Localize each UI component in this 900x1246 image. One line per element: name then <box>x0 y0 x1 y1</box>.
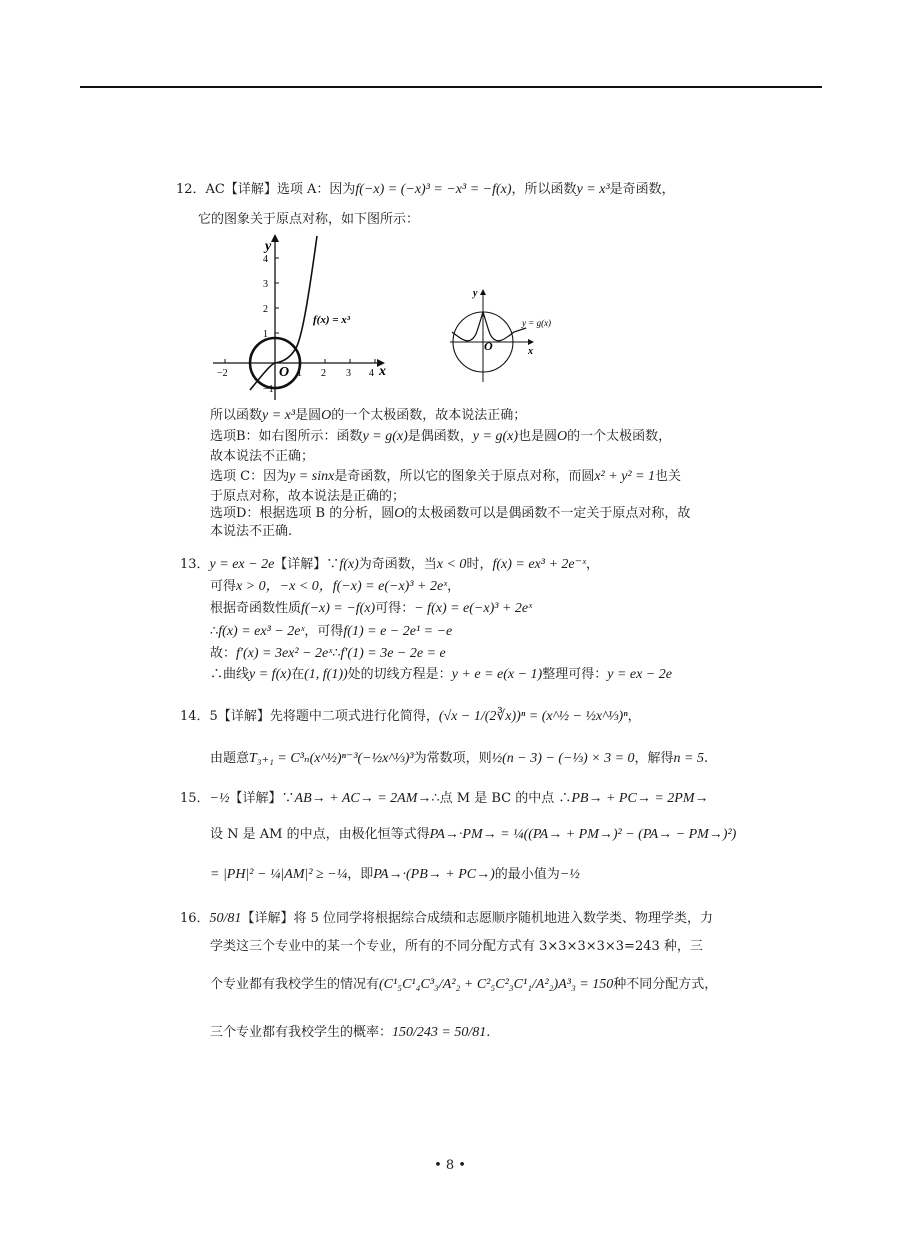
y-tick-1: 1 <box>263 329 268 340</box>
q16-text: 种不同分配方式， <box>613 977 718 992</box>
q13-text: 故： <box>210 646 237 661</box>
q14-formula: ½(n − 3) − (−⅓) × 3 = 0 <box>491 751 635 766</box>
q12-formula: O <box>321 408 332 423</box>
q12-text: 是偶函数， <box>407 429 473 444</box>
q13-formula: f′(x) = 3ex² − 2eˣ <box>236 646 333 661</box>
q12-text: 也关 <box>655 469 682 484</box>
q15-text: ∴点 M 是 BC 的中点 ∴ <box>431 791 572 806</box>
q13-formula: y = f(x) <box>249 667 292 682</box>
y-axis-arrow <box>480 289 486 295</box>
q14-line-2 <box>210 750 708 768</box>
q16-line-1 <box>180 910 713 928</box>
y-axis-label: y <box>265 239 272 254</box>
q13-formula: f(x) = ex³ + 2e⁻ˣ <box>492 557 586 572</box>
page-number: • 8 • <box>434 1158 466 1173</box>
q12-text: 是奇函数， <box>609 182 675 197</box>
q12-formula: O <box>557 429 568 444</box>
q16-formula: 50/81 <box>209 911 242 926</box>
q12-line-3 <box>210 407 526 425</box>
q15-text: 15． <box>180 791 210 806</box>
q13-line-2 <box>210 578 460 596</box>
q13-text: 处的切线方程是： <box>347 667 452 682</box>
x-axis-label: x <box>379 364 386 379</box>
even-curve <box>452 312 526 341</box>
q13-formula: y = ex − 2e <box>607 667 672 682</box>
q12-line-4 <box>210 428 671 446</box>
q13-text: 可得： <box>375 601 415 616</box>
x-axis-label: x <box>528 346 533 357</box>
q12-text: 选项 C：因为 <box>210 469 290 484</box>
q12-text: 所以函数 <box>210 408 263 423</box>
q15-formula: = |PH|² − ¼|AM|² ≥ −¼ <box>210 867 348 882</box>
q13-line-6 <box>210 666 672 684</box>
x-tick-4: 4 <box>369 368 374 379</box>
q14-formula: (√x − 1/(2∛x))ⁿ = (x^½ − ½x^⅓)ⁿ <box>438 709 628 724</box>
q13-text: 根据奇函数性质 <box>210 601 302 616</box>
q15-text: 设 N 是 AM 的中点，由极化恒等式得 <box>210 827 430 842</box>
q12-line-2: 它的图象关于原点对称，如下图所示： <box>198 212 420 227</box>
x-tick-1: 1 <box>297 368 302 379</box>
q15-line-3 <box>210 866 580 884</box>
y-tick-4: 4 <box>263 254 268 265</box>
q13-formula: (1, f(1)) <box>304 667 348 682</box>
q16-line-2: 学类这三个专业中的某一个专业，所有的不同分配方式有 3×3×3×3×3=243 种，三 <box>210 939 703 954</box>
q12-line-6 <box>210 468 681 486</box>
q14-formula: T₃₊₁ = C³ₙ(x^½)ⁿ⁻³(−½x^⅓)³ <box>249 751 414 766</box>
q12-text: 是圆 <box>295 408 322 423</box>
q13-text: 时， <box>466 557 493 572</box>
q14-text: 14．5【详解】先将题中二项式进行化简得， <box>180 709 439 724</box>
y-axis-label: y <box>473 288 478 299</box>
y-tick-neg1: −1 <box>263 384 274 395</box>
q15-formula: −½ <box>559 867 580 882</box>
curve-label-gx: y = g(x) <box>522 318 552 328</box>
x-axis-arrow <box>528 339 534 345</box>
q13-text: 【详解】∵ <box>274 557 340 572</box>
q14-text: 为常数项，则 <box>413 751 492 766</box>
q12-text: 的太极函数可以是偶函数不一定关于原点对称，故 <box>404 506 691 521</box>
q12-formula: y = g(x) <box>472 429 518 444</box>
q13-text: 为奇函数，当 <box>358 557 437 572</box>
q13-line-5 <box>210 645 446 663</box>
q15-formula: PA→·PM→ = ¼((PA→ + PM→)² − (PA→ − PM→)²) <box>429 827 737 842</box>
q12-text: 选项B：如右图所示：函数 <box>210 429 363 444</box>
q13-formula: x > 0，−x < 0， <box>236 579 333 594</box>
q13-text: 13． <box>180 557 210 572</box>
q13-text: ，可得 <box>304 624 344 639</box>
q16-text: 【详解】将 5 位同学将根据综合成绩和志愿顺序随机地进入数学类、物理学类，力 <box>241 911 713 926</box>
even-function-graph <box>448 284 552 384</box>
q16-text: 个专业都有我校学生的情况有 <box>210 977 380 992</box>
q16-text: 16． <box>180 911 210 926</box>
q12-line-9: 本说法不正确. <box>210 524 293 539</box>
q13-text: ， <box>585 557 599 572</box>
q13-line-1 <box>180 556 599 574</box>
q13-text: ∴ <box>210 624 219 639</box>
q12-line-8 <box>210 505 690 523</box>
q16-text: 三个专业都有我校学生的概率： <box>210 1025 393 1040</box>
q16-formula: 150/243 = 50/81 <box>392 1025 487 1040</box>
q12-formula: y = x³ <box>576 182 610 197</box>
q15-formula: PB→ + PC→ = 2PM→ <box>571 791 709 806</box>
header-rule <box>80 86 822 88</box>
q12-formula: f(−x) = (−x)³ = −x³ = −f(x) <box>355 182 512 197</box>
origin-label-O: O <box>484 339 493 353</box>
q13-formula: f′(1) = 3e − 2e = e <box>340 646 446 661</box>
q15-line-1 <box>180 790 708 808</box>
q12-text: 12．AC【详解】选项 A：因为 <box>176 182 356 197</box>
cubic-function-graph <box>205 228 395 404</box>
q16-line-3 <box>210 976 717 994</box>
q15-formula: −½ <box>209 791 230 806</box>
q14-text: ，解得 <box>634 751 674 766</box>
q13-text: ， <box>447 579 461 594</box>
q15-formula: PA→·(PB→ + PC→) <box>373 867 495 882</box>
q12-text: 选项D：根据选项 B 的分析，圆 <box>210 506 395 521</box>
y-axis-arrow <box>271 234 279 242</box>
q13-formula: y = ex − 2e <box>209 557 275 572</box>
q15-text: ，即 <box>347 867 374 882</box>
q14-text: ， <box>627 709 641 724</box>
q12-text: ，所以函数 <box>511 182 577 197</box>
q12-line-1 <box>176 181 675 199</box>
x-tick-2: 2 <box>321 368 326 379</box>
q15-line-2 <box>210 826 736 844</box>
q12-formula: y = g(x) <box>362 429 408 444</box>
q12-text: 也是圆 <box>517 429 557 444</box>
y-tick-2: 2 <box>263 304 268 315</box>
x-tick-neg2: −2 <box>217 368 228 379</box>
q14-text: 由题意 <box>210 751 250 766</box>
q13-text: ∴曲线 <box>210 667 250 682</box>
q13-text: 可得 <box>210 579 237 594</box>
curve-label-fx: f(x) = x³ <box>313 314 351 326</box>
q13-formula: f(−x) = e(−x)³ + 2eˣ <box>332 579 448 594</box>
q13-formula: f(x) = ex³ − 2eˣ <box>218 624 305 639</box>
q12-text: 的一个太极函数， <box>567 429 672 444</box>
q12-line-5: 故本说法不正确； <box>210 449 315 464</box>
q13-line-4 <box>210 623 452 641</box>
q12-text: 是奇函数，所以它的图象关于原点对称，而圆 <box>334 469 595 484</box>
q13-formula: − f(x) = e(−x)³ + 2eˣ <box>414 601 533 616</box>
q12-formula: y = x³ <box>262 408 296 423</box>
q12-formula: O <box>394 506 405 521</box>
q16-line-4 <box>210 1024 490 1042</box>
q14-formula: n = 5 <box>673 751 704 766</box>
q13-text: 整理可得： <box>542 667 608 682</box>
q15-formula: AB→ + AC→ = 2AM→ <box>294 791 432 806</box>
q13-text: 在 <box>291 667 305 682</box>
q13-formula: f(x) <box>339 557 359 572</box>
q13-text: ∴ <box>332 646 341 661</box>
q12-formula: x² + y² = 1 <box>594 469 656 484</box>
origin-label-O: O <box>279 365 290 380</box>
q13-formula: f(−x) = −f(x) <box>301 601 376 616</box>
q14-text: . <box>704 751 709 766</box>
q13-formula: x < 0 <box>436 557 467 572</box>
q12-line-7: 于原点对称，故本说法是正确的； <box>210 489 406 504</box>
y-tick-labels <box>263 254 268 340</box>
q15-text: 的最小值为 <box>494 867 560 882</box>
q13-formula: y + e = e(x − 1) <box>451 667 543 682</box>
y-tick-3: 3 <box>263 279 268 290</box>
q13-line-3 <box>210 600 532 618</box>
q15-text: 【详解】∵ <box>229 791 295 806</box>
q16-text: . <box>486 1025 491 1040</box>
x-tick-3: 3 <box>346 368 351 379</box>
q12-text: 的一个太极函数，故本说法正确； <box>331 408 527 423</box>
q14-line-1 <box>180 708 641 726</box>
q16-formula: (C¹₅C¹₄C³₃/A²₂ + C²₅C²₃C¹₁/A²₂)A³₃ = 150 <box>379 977 614 992</box>
q13-formula: f(1) = e − 2e¹ = −e <box>343 624 453 639</box>
q12-formula: y = sinx <box>289 469 335 484</box>
